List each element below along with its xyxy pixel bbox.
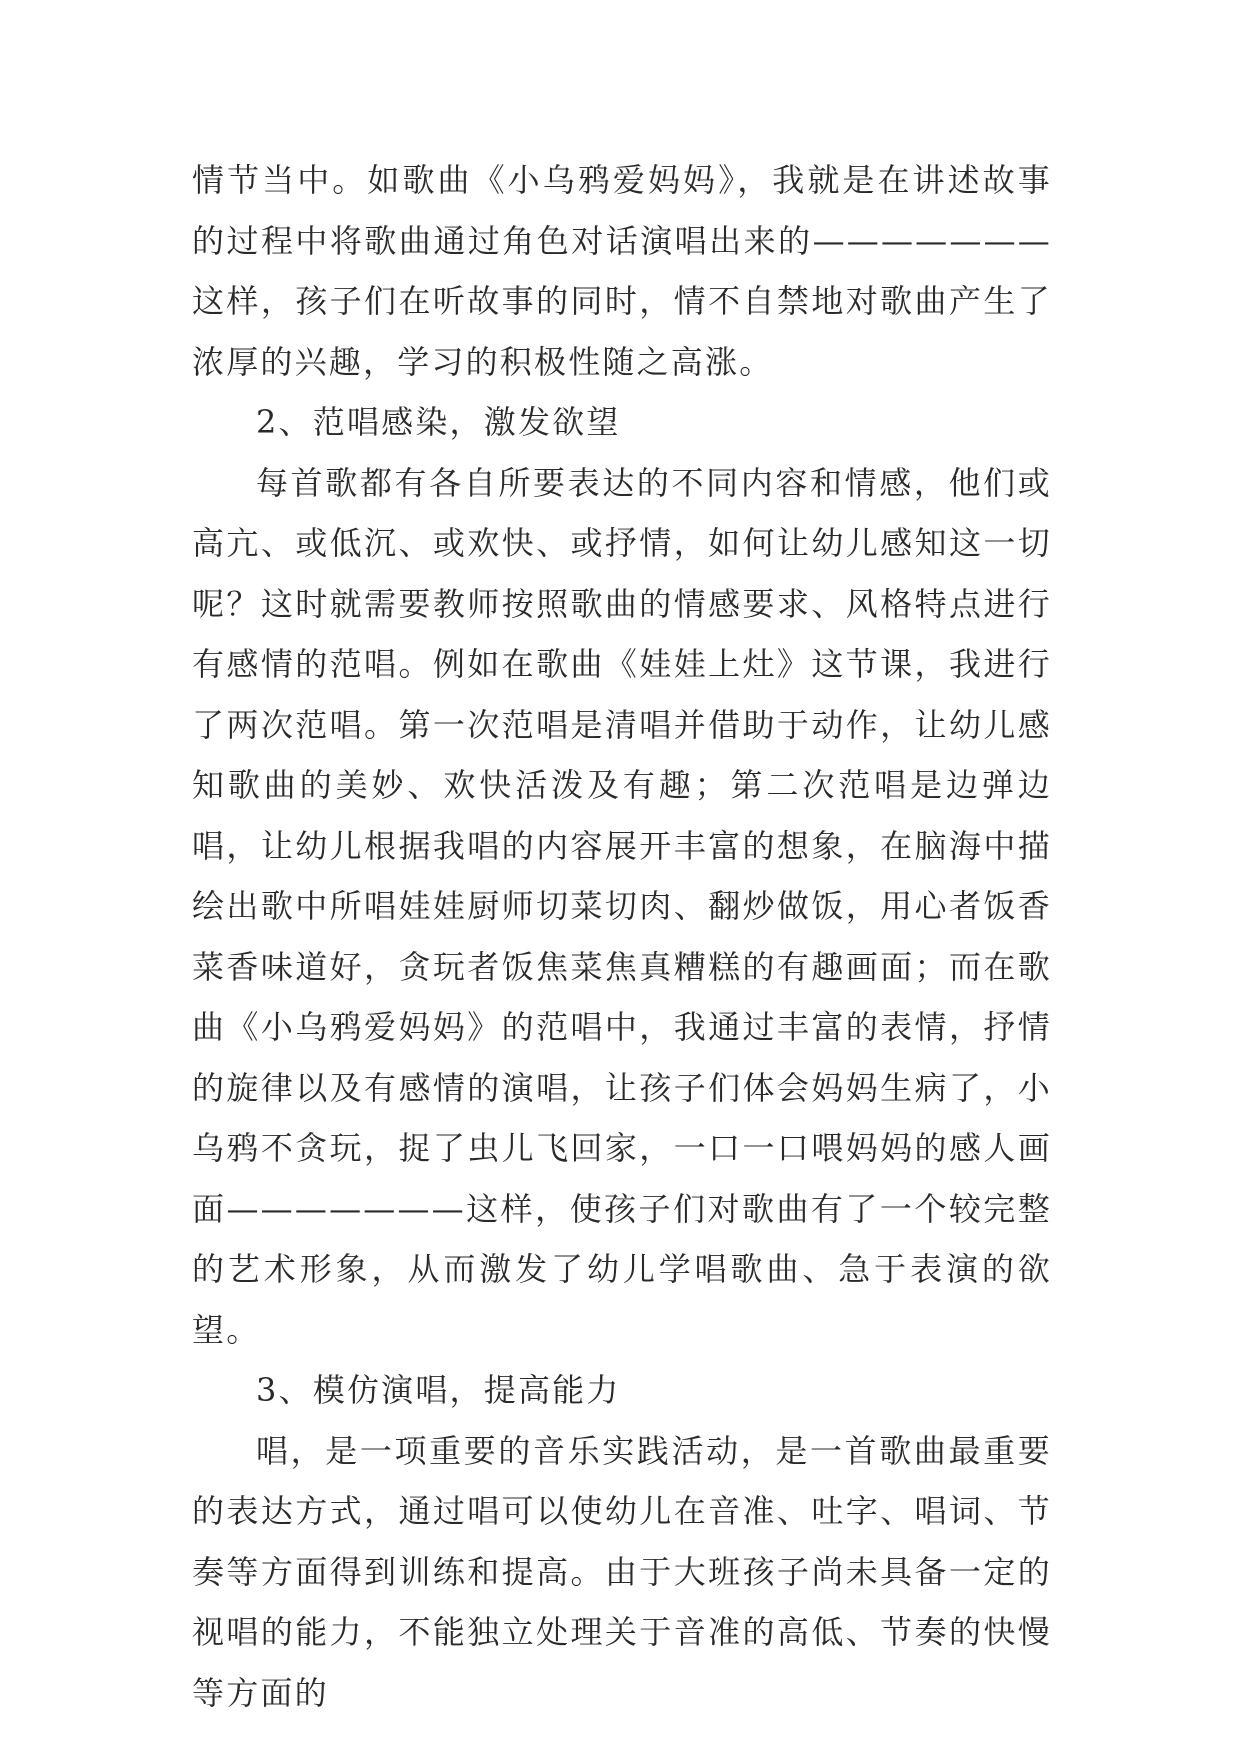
document-body bbox=[192, 150, 1052, 1723]
paragraph-mofang: 唱，是一项重要的音乐实践活动，是一首歌曲最重要的表达方式，通过唱可以使幼儿在音准、吐字、唱词、节奏等方面得到训练和提高。由于大班孩子尚未具备一定的视唱的能力，不能独立处理关于音准的高低、节奏的快慢等方面的 bbox=[192, 1431, 1052, 1712]
paragraph-continuation: 情节当中。如歌曲《小乌鸦爱妈妈》，我就是在讲述故事的过程中将歌曲通过角色对话演唱出来的———————这样，孩子们在听故事的同时，情不自禁地对歌曲产生了浓厚的兴趣，学习的积极性随之高涨。 bbox=[192, 161, 1052, 381]
paragraph-fanchang: 每首歌都有各自所要表达的不同内容和情感，他们或高亢、或低沉、或欢快、或抒情，如何让幼儿感知这一切呢？这时就需要教师按照歌曲的情感要求、风格特点进行有感情的范唱。例如在歌曲《娃娃上灶》这节课，我进行了两次范唱。第一次范唱是清唱并借助于动作，让幼儿感知歌曲的美妙、欢快活泼及有趣；第二次范唱是边弹边唱，让幼儿根据我唱的内容展开丰富的想象，在脑海中描绘出歌中所唱娃娃厨师切菜切肉、翻炒做饭，用心者饭香菜香味道好，贪玩者饭焦菜焦真糟糕的有趣画面；而在歌曲《小乌鸦爱妈妈》的范唱中，我通过丰富的表情，抒情的旋律以及有感情的演唱，让孩子们体会妈妈生病了，小乌鸦不贪玩，捉了虫儿飞回家，一口一口喂妈妈的感人画面———————这样，使孩子们对歌曲有了一个较完整的艺术形象，从而激发了幼儿学唱歌曲、急于表演的欲望。 bbox=[192, 463, 1052, 1349]
section-heading-3: 3、模仿演唱，提高能力 bbox=[256, 1371, 621, 1409]
section-heading-2: 2、范唱感染，激发欲望 bbox=[256, 403, 621, 441]
